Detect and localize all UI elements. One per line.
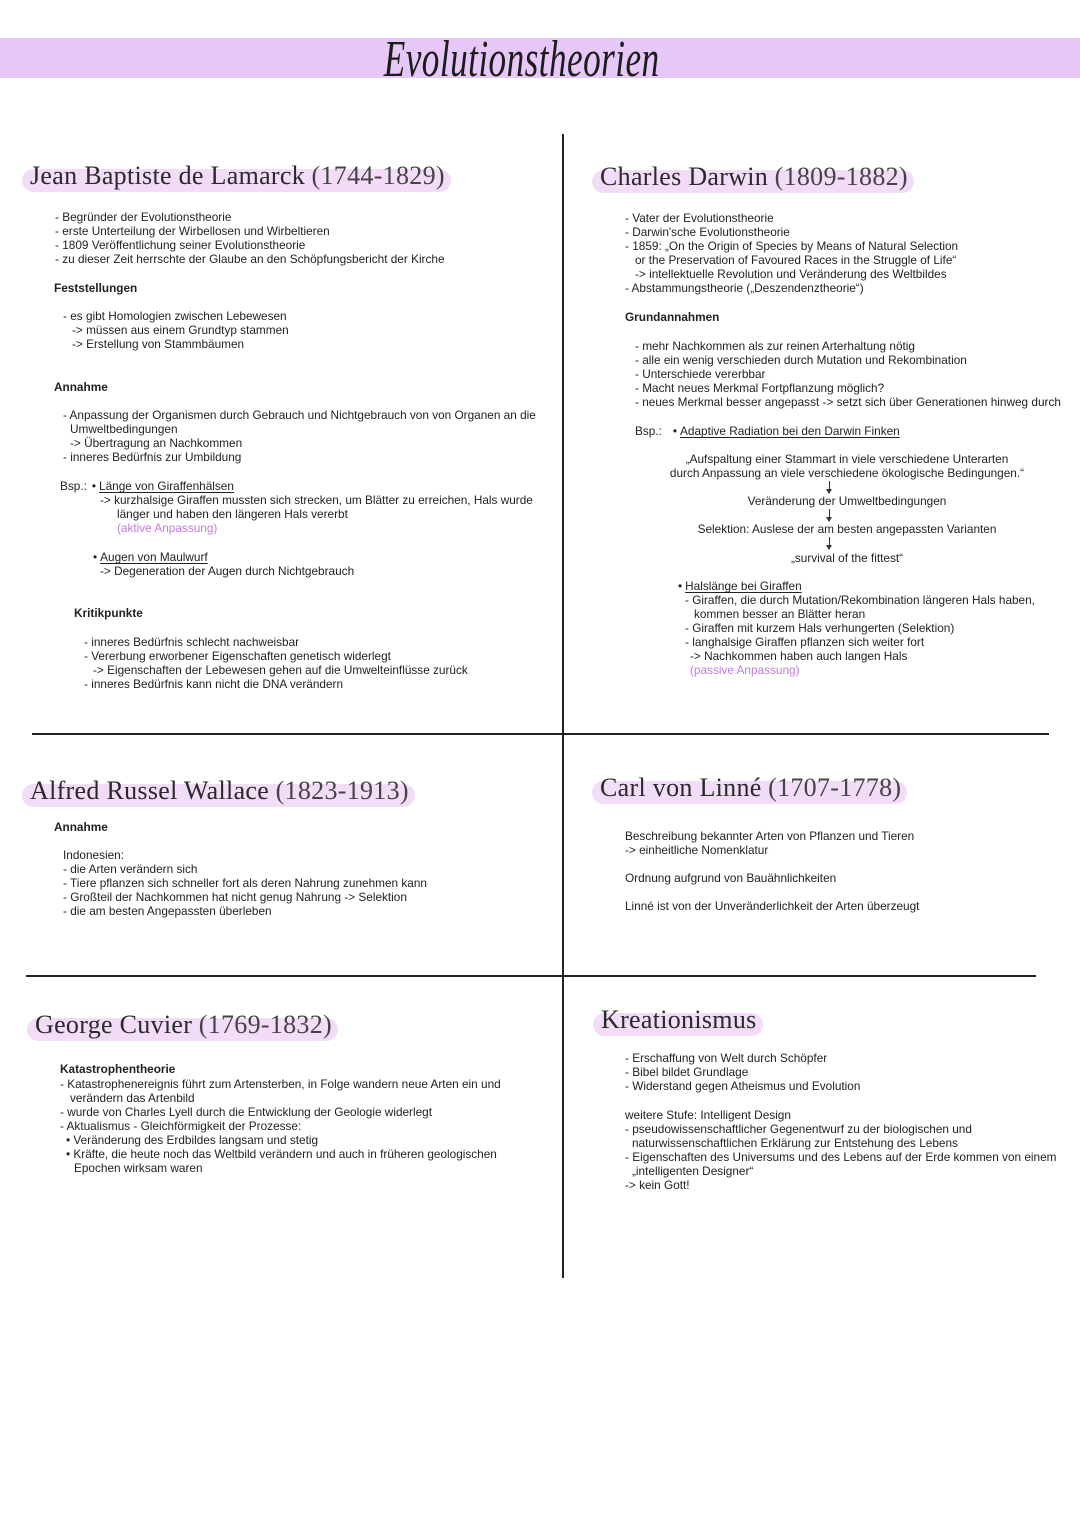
darwin-example-finken-title-row <box>635 424 900 438</box>
darwin-intro-line: - Darwin'sche Evolutionstheorie <box>625 225 790 239</box>
lamarck-intro <box>55 210 445 266</box>
darwin-intro-line: or the Preservation of Favoured Races in the Struggle of Life“ <box>635 253 957 267</box>
cuvier-name: George Cuvier <box>35 1010 193 1039</box>
example-line: -> kurzhalsige Giraffen mussten sich strecken, um Blätter zu erreichen, Hals wurde <box>100 493 533 507</box>
darwin-years: (1809-1882) <box>774 162 908 191</box>
example-title-giraffe: Länge von Giraffenhälsen <box>99 479 234 493</box>
kreationismus-name: Kreationismus <box>601 1005 757 1034</box>
lamarck-intro-line: - 1809 Veröffentlichung seiner Evolutionstheorie <box>55 238 306 252</box>
linne-line: Linné ist von der Unveränderlichkeit der Arten überzeugt <box>625 899 920 913</box>
darwin-intro-line: - 1859: „On the Origin of Species by Means of Natural Selection <box>625 239 959 253</box>
grundannahme-line: - Macht neues Merkmal Fortpflanzung möglich? <box>635 381 885 395</box>
cuvier-line: Epochen wirksam waren <box>74 1161 203 1175</box>
lamarck-example-giraffe-title-row <box>60 479 234 493</box>
example-line: - Giraffen, die durch Mutation/Rekombination längeren Hals haben, <box>685 593 1035 607</box>
intelligent-design-line: - Eigenschaften des Universums und des Lebens auf der Erde kommen von einem <box>625 1150 1057 1164</box>
lamarck-intro-line: - zu dieser Zeit herrschte der Glaube an den Schöpfungsbericht der Kirche <box>55 252 445 266</box>
grundannahme-line: - mehr Nachkommen als zur reinen Arterhaltung nötig <box>635 339 915 353</box>
wallace-header <box>30 776 409 806</box>
example-note-passive: (passive Anpassung) <box>690 663 800 677</box>
linne-line: Ordnung aufgrund von Bauähnlichkeiten <box>625 871 837 885</box>
annahme-line: - inneres Bedürfnis zur Umbildung <box>63 450 242 464</box>
example-line: länger und haben den längeren Hals vererbt <box>117 507 348 521</box>
linne-years: (1707-1778) <box>768 773 902 802</box>
intelligent-design-line: weitere Stufe: Intelligent Design <box>625 1108 791 1122</box>
lamarck-years: (1744-1829) <box>311 161 445 190</box>
flow-step: Veränderung der Umweltbedingungen <box>747 494 947 508</box>
wallace-line: - die am besten Angepassten überleben <box>63 904 272 918</box>
kritik-line: -> Eigenschaften der Lebewesen gehen auf die Umwelteinflüsse zurück <box>93 663 468 677</box>
cuvier-line: verändern das Artenbild <box>70 1091 195 1105</box>
annahme-line: - Anpassung der Organismen durch Gebrauch und Nichtgebrauch von von Organen an die <box>63 408 536 422</box>
flow-step: „survival of the fittest“ <box>790 551 904 565</box>
darwin-intro-line: -> intellektuelle Revolution und Veränderung des Weltbildes <box>635 267 947 281</box>
lamarck-header <box>30 161 445 191</box>
darwin-grundannahmen-heading: Grundannahmen <box>625 310 720 324</box>
lamarck-kritik <box>84 635 468 691</box>
kreationismus-line: - Erschaffung von Welt durch Schöpfer <box>625 1051 828 1065</box>
lamarck-kritik-heading: Kritikpunkte <box>74 606 143 620</box>
darwin-intro <box>625 211 958 295</box>
example-line: - langhalsige Giraffen pflanzen sich weiter fort <box>685 635 925 649</box>
annahme-line: Umweltbedingungen <box>70 422 178 436</box>
example-line: -> Nachkommen haben auch langen Hals <box>690 649 908 663</box>
darwin-header <box>600 162 908 192</box>
darwin-example-giraffe <box>685 593 1035 677</box>
arrow-down-icon <box>829 481 830 493</box>
example-title-finken: Adaptive Radiation bei den Darwin Finken <box>680 424 900 438</box>
kritik-line: - inneres Bedürfnis kann nicht die DNA verändern <box>84 677 344 691</box>
bullet: • <box>93 550 98 564</box>
wallace-line: - Großteil der Nachkommen hat nicht genug Nahrung -> Selektion <box>63 890 407 904</box>
darwin-intro-line: - Vater der Evolutionstheorie <box>625 211 774 225</box>
linne-block-1 <box>625 829 914 857</box>
example-line: - Giraffen mit kurzem Hals verhungerten (Selektion) <box>685 621 955 635</box>
example-label: Bsp.: <box>60 479 87 493</box>
wallace-name: Alfred Russel Wallace <box>30 776 270 805</box>
flow-step: Selektion: Auslese der am besten angepassten Varianten <box>697 522 997 536</box>
example-line: -> Degeneration der Augen durch Nichtgebrauch <box>100 564 355 578</box>
cuvier-header <box>35 1010 332 1040</box>
lamarck-feststellungen <box>63 309 289 351</box>
intelligent-design-line: - pseudowissenschaftlicher Gegenentwurf zu der biologischen und <box>625 1122 972 1136</box>
darwin-intro-line: - Abstammungstheorie („Deszendenztheorie“) <box>625 281 864 295</box>
kritik-line: - Vererbung erworbener Eigenschaften genetisch widerlegt <box>84 649 391 663</box>
linne-name: Carl von Linné <box>600 773 762 802</box>
lamarck-example-maulwurf <box>100 564 354 578</box>
intelligent-design-line: naturwissenschaftlichen Erklärung zur Entstehung des Lebens <box>632 1136 958 1150</box>
annahme-line: -> Übertragung an Nachkommen <box>70 436 243 450</box>
wallace-line: Indonesien: <box>63 848 125 862</box>
kreationismus-intelligent-design <box>625 1108 1056 1192</box>
quote-line: durch Anpassung an viele verschiedene ökologische Bedingungen.“ <box>669 466 1025 480</box>
lamarck-name: Jean Baptiste de Lamarck <box>30 161 306 190</box>
cuvier-katastrophentheorie-heading: Katastrophentheorie <box>60 1062 176 1076</box>
lamarck-annahme-heading: Annahme <box>54 380 108 394</box>
horizontal-divider-1 <box>32 733 1049 735</box>
darwin-example-giraffe-title-row <box>678 579 802 593</box>
horizontal-divider-2 <box>26 975 1036 977</box>
cuvier-katastrophentheorie <box>60 1077 501 1175</box>
kreationismus-line: - Bibel bildet Grundlage <box>625 1065 749 1079</box>
wallace-years: (1823-1913) <box>275 776 409 805</box>
arrow-down-icon <box>829 537 830 549</box>
kreationismus-block-1 <box>625 1051 860 1093</box>
wallace-line: - die Arten verändern sich <box>63 862 198 876</box>
arrow-down-icon <box>829 509 830 521</box>
example-title-halslaenge: Halslänge bei Giraffen <box>685 579 802 593</box>
cuvier-line: - wurde von Charles Lyell durch die Entwicklung der Geologie widerlegt <box>60 1105 433 1119</box>
bullet: • <box>672 424 678 438</box>
grundannahme-line: - alle ein wenig verschieden durch Mutation und Rekombination <box>635 353 967 367</box>
grundannahme-line: - Unterschiede vererbbar <box>635 367 766 381</box>
vertical-divider <box>562 134 564 1278</box>
cuvier-line: - Aktualismus - Gleichförmigkeit der Prozesse: <box>60 1119 302 1133</box>
cuvier-line: • Veränderung des Erdbildes langsam und stetig <box>66 1133 319 1147</box>
example-note-active: (aktive Anpassung) <box>117 521 218 535</box>
bullet: • <box>678 579 683 593</box>
intelligent-design-line: -> kein Gott! <box>625 1178 690 1192</box>
kreationismus-line: - Widerstand gegen Atheismus und Evolution <box>625 1079 861 1093</box>
grundannahme-line: - neues Merkmal besser angepasst -> setzt sich über Generationen hinweg durch <box>635 395 1061 409</box>
cuvier-line: - Katastrophenereignis führt zum Artensterben, in Folge wandern neue Arten ein und <box>60 1077 501 1091</box>
lamarck-feststellungen-heading: Feststellungen <box>54 281 138 295</box>
cuvier-line: • Kräfte, die heute noch das Weltbild verändern und auch in früheren geologischen <box>66 1147 497 1161</box>
kreationismus-header <box>601 1005 757 1035</box>
example-line: kommen besser an Blätter heran <box>694 607 866 621</box>
page-title: Evolutionstheorien <box>384 29 660 88</box>
example-label: Bsp.: <box>635 424 662 438</box>
kritik-line: - inneres Bedürfnis schlecht nachweisbar <box>84 635 300 649</box>
bullet: • <box>91 479 97 493</box>
lamarck-intro-line: - Begründer der Evolutionstheorie <box>55 210 232 224</box>
feststellung-line: - es gibt Homologien zwischen Lebewesen <box>63 309 287 323</box>
example-title-maulwurf: Augen von Maulwurf <box>100 550 208 564</box>
lamarck-intro-line: - erste Unterteilung der Wirbellosen und Wirbeltieren <box>55 224 330 238</box>
linne-header <box>600 773 901 803</box>
wallace-annahme <box>63 848 427 918</box>
linne-line: Beschreibung bekannter Arten von Pflanzen und Tieren <box>625 829 915 843</box>
finken-quote <box>647 452 1047 480</box>
lamarck-example-giraffe <box>100 493 533 535</box>
intelligent-design-line: „intelligenten Designer“ <box>632 1164 754 1178</box>
feststellung-line: -> müssen aus einem Grundtyp stammen <box>72 323 289 337</box>
quote-line: „Aufspaltung einer Stammart in viele verschiedene Unterarten <box>685 452 1009 466</box>
wallace-line: - Tiere pflanzen sich schneller fort als deren Nahrung zunehmen kann <box>63 876 427 890</box>
darwin-grundannahmen <box>635 339 1061 409</box>
wallace-annahme-heading: Annahme <box>54 820 108 834</box>
linne-line: -> einheitliche Nomenklatur <box>625 843 769 857</box>
page-title-wrap <box>0 29 1044 91</box>
feststellung-line: -> Erstellung von Stammbäumen <box>72 337 245 351</box>
cuvier-years: (1769-1832) <box>198 1010 332 1039</box>
lamarck-example-maulwurf-title-row <box>93 550 208 564</box>
darwin-name: Charles Darwin <box>600 162 769 191</box>
lamarck-annahme <box>63 408 536 464</box>
